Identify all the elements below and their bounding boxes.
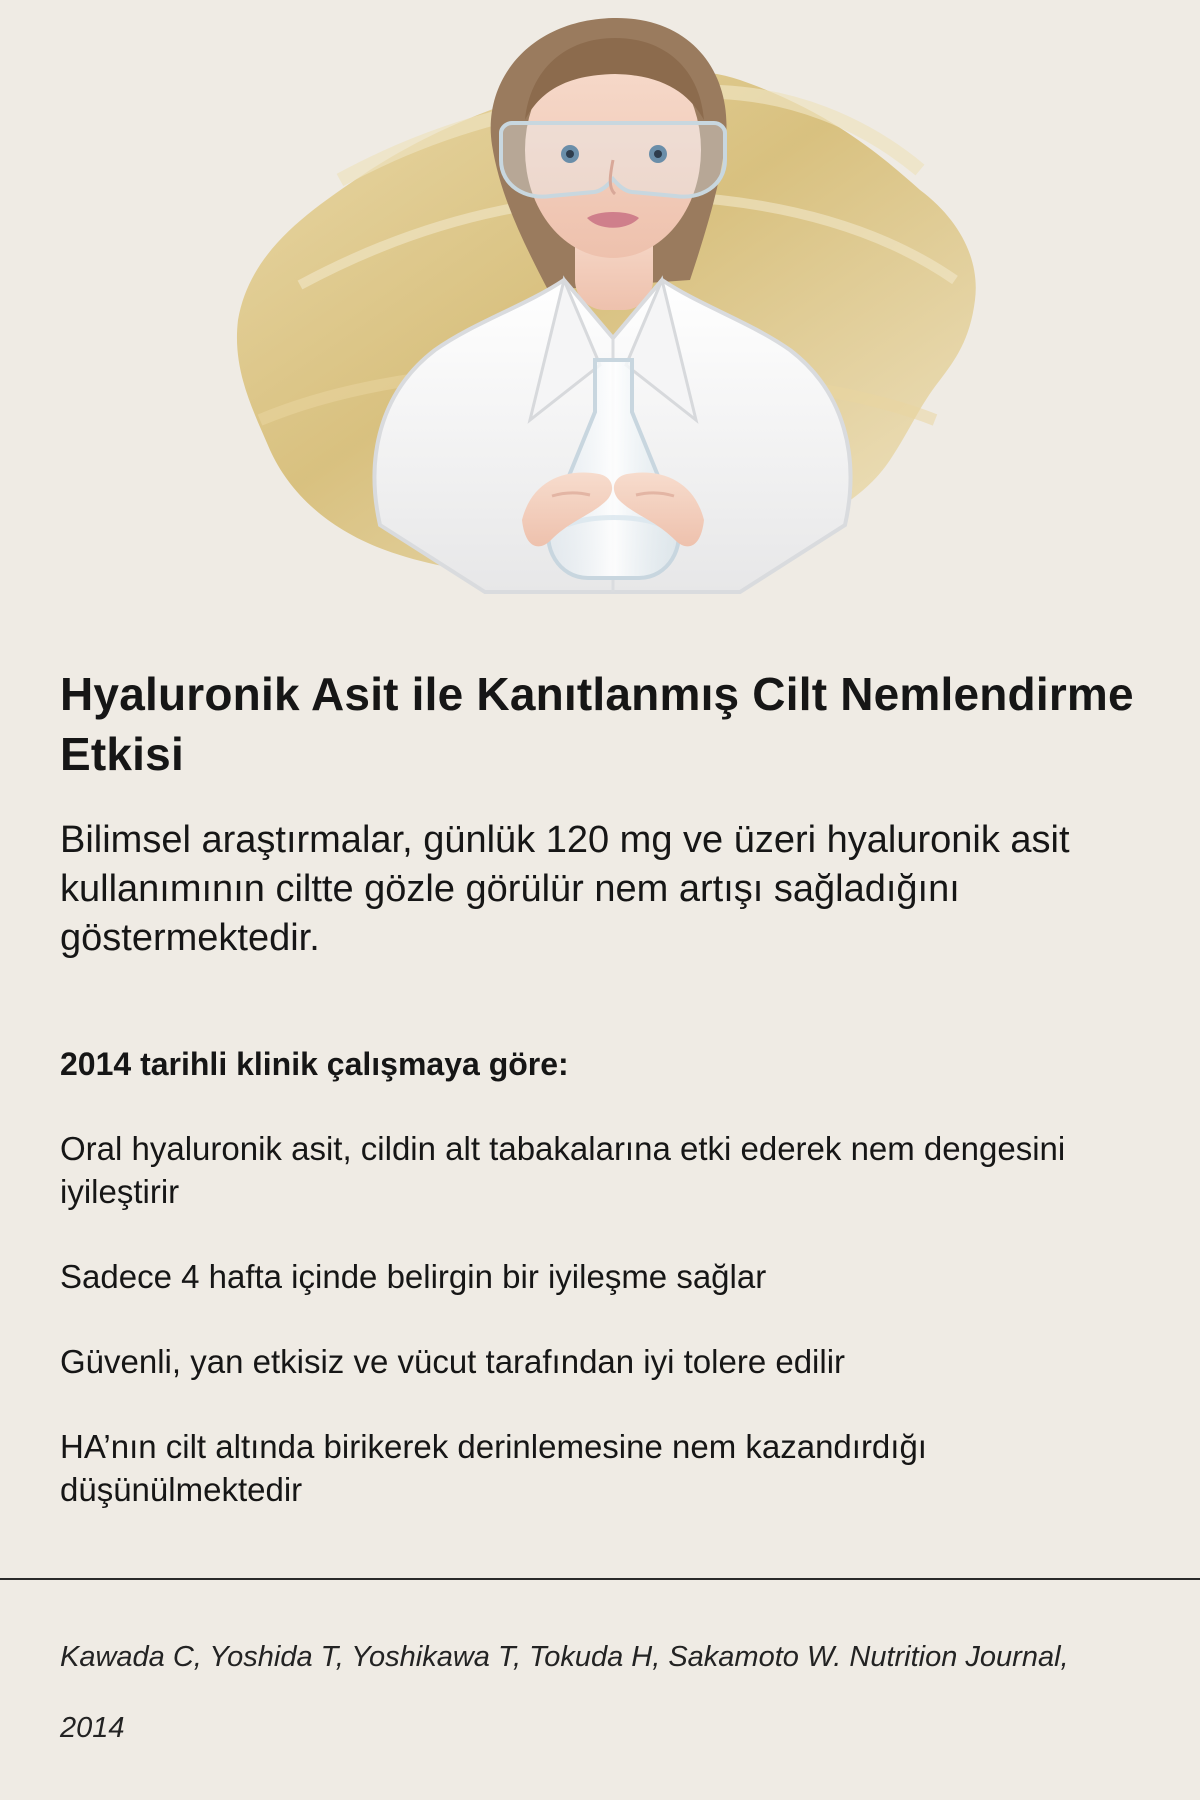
benefit-item: Güvenli, yan etkisiz ve vücut tarafından iyi tolere edilir — [60, 1343, 846, 1380]
benefit-item: HA’nın cilt altında birikerek derinlemesine nem kazandırdığı düşünülmektedir — [60, 1428, 927, 1508]
hero-image — [220, 0, 1000, 640]
article-title: Hyaluronik Asit ile Kanıtlanmış Cilt Nemlendirme Etkisi — [60, 668, 1134, 780]
benefit-item: Sadece 4 hafta içinde belirgin bir iyileşme sağlar — [60, 1258, 767, 1295]
benefit-item: Oral hyaluronik asit, cildin alt tabakalarına etki ederek nem dengesini iyileştirir — [60, 1130, 1066, 1210]
scientist-illustration — [220, 0, 1000, 640]
article-content — [60, 664, 1140, 1553]
benefits-list — [60, 1127, 1140, 1511]
citation: Kawada C, Yoshida T, Yoshikawa T, Tokuda H, Sakamoto W. Nutrition Journal, 2014 — [60, 1641, 1069, 1744]
study-heading: 2014 tarihli klinik çalışmaya göre: — [60, 1046, 569, 1082]
section-divider — [0, 1578, 1200, 1580]
article-intro: Bilimsel araştırmalar, günlük 120 mg ve üzeri hyaluronik asit kullanımının ciltte gözle görülür nem artışı sağladığını göstermektedir. — [60, 819, 1070, 959]
